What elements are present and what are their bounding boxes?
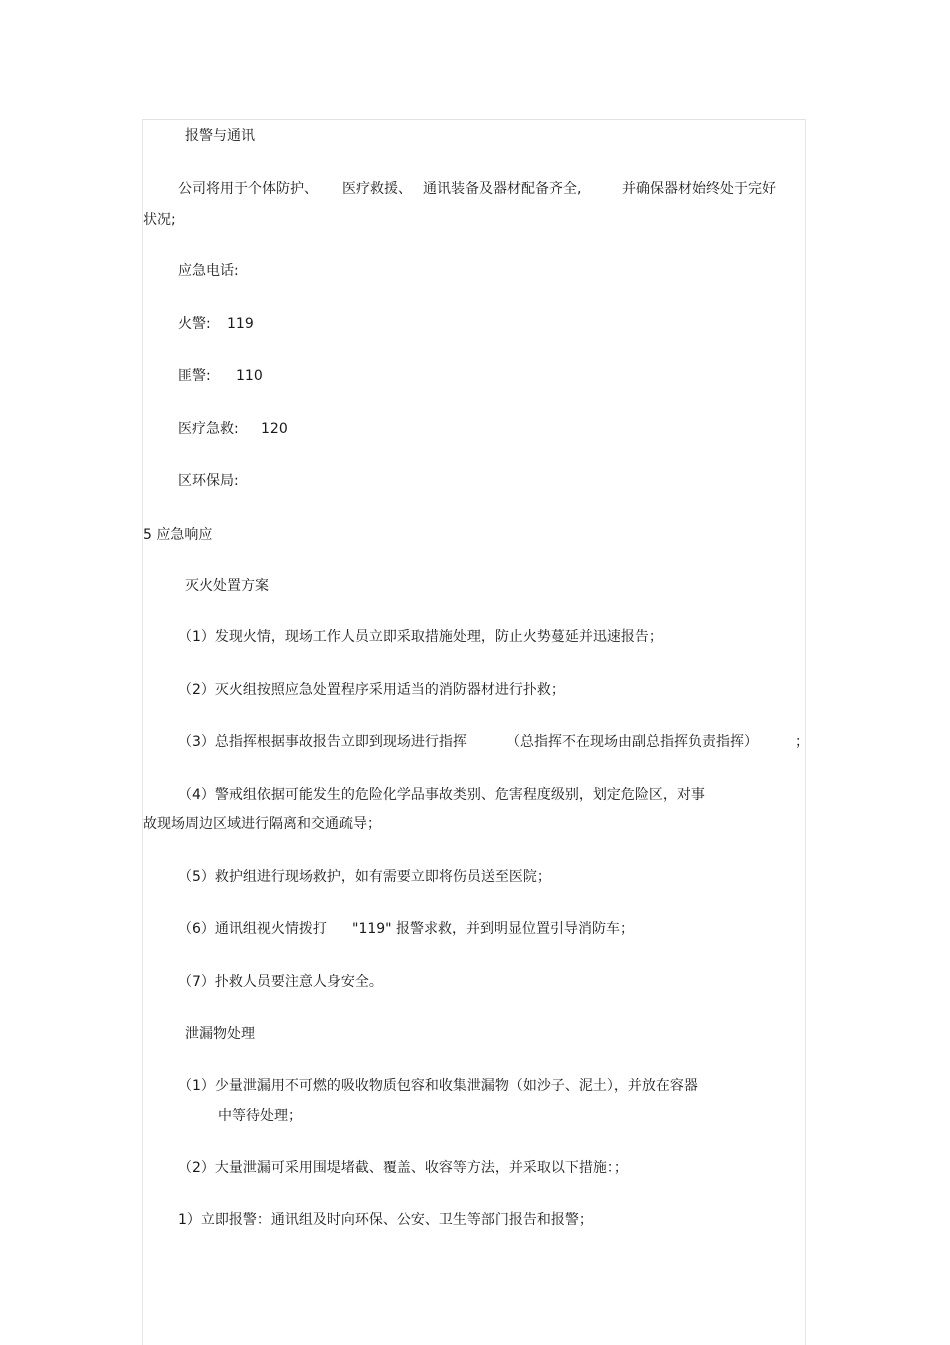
leakage-item-1-line-1: （1）少量泄漏用不可燃的吸收物质包容和收集泄漏物（如沙子、泥土），并放在容器 bbox=[178, 1078, 698, 1094]
firefighting-item-3-part-c: ； bbox=[795, 734, 809, 750]
subheading-leakage: 泄漏物处理 bbox=[185, 1026, 255, 1042]
env-bureau-label: 区环保局: bbox=[178, 473, 239, 489]
fire-label: 火警: bbox=[178, 316, 211, 332]
medical-number: 120 bbox=[261, 421, 288, 437]
subheading-firefighting: 灭火处置方案 bbox=[185, 578, 269, 594]
emergency-phone-label: 应急电话: bbox=[178, 263, 239, 279]
intro-text-continuation: 状况; bbox=[143, 212, 176, 228]
firefighting-item-1: （1）发现火情，现场工作人员立即采取措施处理，防止火势蔓延并迅速报告； bbox=[178, 629, 663, 645]
firefighting-item-7: （7）扑救人员要注意人身安全。 bbox=[178, 974, 383, 990]
firefighting-item-3-part-a: （3）总指挥根据事故报告立即到现场进行指挥 bbox=[178, 734, 467, 750]
firefighting-item-2: （2）灭火组按照应急处置程序采用适当的消防器材进行扑救； bbox=[178, 682, 565, 698]
leakage-subitem-1: 1）立即报警：通讯组及时向环保、公安、卫生等部门报告和报警； bbox=[178, 1212, 593, 1228]
leakage-item-1-line-2: 中等待处理； bbox=[218, 1108, 302, 1124]
intro-text-part-a: 公司将用于个体防护、 bbox=[178, 181, 318, 197]
firefighting-item-4-line-1: （4）警戒组依据可能发生的危险化学品事故类别、危害程度级别，划定危险区，对事 bbox=[178, 787, 705, 803]
firefighting-item-4-line-2: 故现场周边区域进行隔离和交通疏导； bbox=[143, 816, 381, 832]
section-heading-response: 5 应急响应 bbox=[143, 527, 213, 543]
intro-text-part-d: 并确保器材始终处于完好 bbox=[622, 181, 776, 197]
intro-text-part-c: 通讯装备及器材配备齐全, bbox=[423, 181, 582, 197]
leakage-item-2: （2）大量泄漏可采用围堤堵截、覆盖、收容等方法，并采取以下措施：； bbox=[178, 1160, 628, 1176]
firefighting-item-3-part-b: （总指挥不在现场由副总指挥负责指挥） bbox=[506, 734, 758, 750]
section-heading-alarm: 报警与通讯 bbox=[185, 128, 255, 144]
firefighting-item-6-part-a: （6）通讯组视火情拨打 bbox=[178, 921, 327, 937]
police-number: 110 bbox=[236, 368, 263, 384]
firefighting-item-5: （5）救护组进行现场救护，如有需要立即将伤员送至医院； bbox=[178, 869, 551, 885]
medical-label: 医疗急救: bbox=[178, 421, 239, 437]
firefighting-item-6-part-b: "119" 报警求救，并到明显位置引导消防车； bbox=[352, 921, 635, 937]
intro-text-part-b: 医疗救援、 bbox=[342, 181, 412, 197]
police-label: 匪警: bbox=[178, 368, 211, 384]
fire-number: 119 bbox=[227, 316, 254, 332]
